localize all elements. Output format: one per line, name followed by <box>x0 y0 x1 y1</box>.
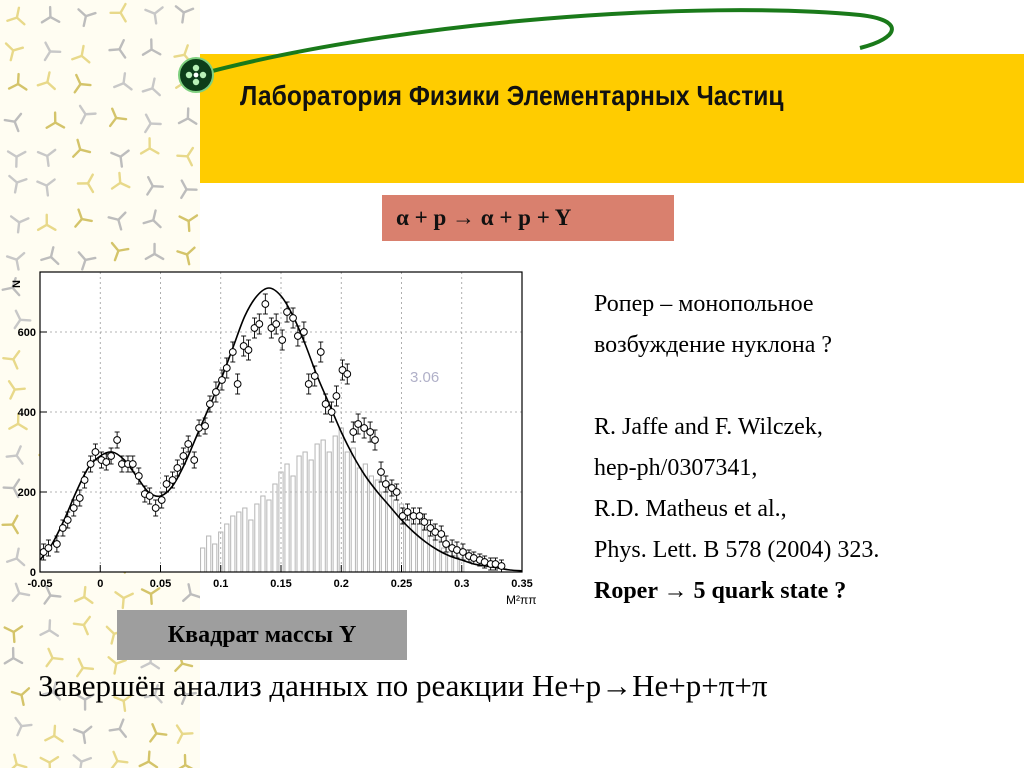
molecule-branch <box>53 658 63 659</box>
data-point <box>185 441 192 448</box>
data-point <box>421 519 428 526</box>
molecule-branch <box>150 733 156 741</box>
molecule-branch <box>49 630 57 635</box>
molecule-branch <box>11 216 19 222</box>
molecule-branch <box>5 628 14 632</box>
x-tick-label: 0.15 <box>270 578 292 590</box>
y-tick-label: 400 <box>17 407 36 419</box>
molecule-branch <box>118 213 125 220</box>
molecule-branch <box>180 217 189 221</box>
x-tick-label: 0 <box>97 578 104 590</box>
x-tick-label: 0.05 <box>149 578 172 590</box>
molecule-branch <box>9 176 17 183</box>
molecule-branch <box>51 247 53 257</box>
molecule-branch <box>182 181 187 190</box>
data-point <box>290 315 297 322</box>
reference-line: R. Jaffe and F. Wilczek, <box>594 414 823 440</box>
reference-line: hep-ph/0307341, <box>594 455 758 481</box>
description-spacer <box>594 366 1019 407</box>
data-point <box>207 401 214 408</box>
molecule-branch <box>187 248 194 255</box>
mass-spectrum-plot <box>0 260 560 610</box>
data-point <box>317 349 324 356</box>
reaction-label: α + p → α + p + Y <box>382 195 674 241</box>
molecule-branch <box>19 218 28 222</box>
molecule-branch <box>149 762 157 768</box>
molecule-branch <box>115 251 118 260</box>
molecule-branch <box>88 183 93 192</box>
description-line: возбуждение нуклона ? <box>594 332 833 358</box>
molecule-branch <box>38 225 47 230</box>
molecule-branch <box>119 173 120 183</box>
molecule-branch <box>47 180 55 186</box>
molecule-branch <box>8 151 17 156</box>
molecule-branch <box>146 254 155 259</box>
data-point <box>322 401 329 408</box>
molecule-branch <box>5 658 14 663</box>
molecule-branch <box>182 733 192 734</box>
molecule-branch <box>83 733 85 743</box>
data-point <box>443 541 450 548</box>
data-point <box>223 365 230 372</box>
plot-annotation: 3.06 <box>410 369 440 386</box>
data-point <box>158 497 165 504</box>
molecule-branch <box>54 726 55 736</box>
data-point <box>262 301 269 308</box>
y-tick-label: 0 <box>29 567 36 579</box>
molecule-branch <box>18 222 19 232</box>
data-point <box>460 549 467 556</box>
molecule-branch <box>142 663 151 667</box>
molecule-branch <box>81 758 90 762</box>
molecule-branch <box>177 251 187 254</box>
molecule-branch <box>14 632 15 642</box>
molecule-branch <box>14 755 16 765</box>
atom-logo-icon <box>179 58 213 92</box>
molecule-branch <box>17 179 26 182</box>
reference-line: Phys. Lett. B 578 (2004) 323. <box>594 537 880 563</box>
plot-grid <box>40 272 522 572</box>
molecule-branch <box>84 617 90 625</box>
molecule-branch <box>79 210 82 219</box>
data-point <box>135 473 142 480</box>
y-tick-label: 200 <box>17 487 36 499</box>
molecule-branch <box>15 122 19 131</box>
molecule-branch <box>17 726 21 735</box>
data-point <box>64 517 71 524</box>
data-point <box>393 489 400 496</box>
y-axis-label: N <box>11 280 23 288</box>
molecule-branch <box>5 120 15 122</box>
data-point <box>87 461 94 468</box>
data-point <box>76 495 83 502</box>
molecule-branch <box>152 724 156 733</box>
x-tick-label: 0.2 <box>333 578 349 590</box>
molecule-branch <box>109 217 119 219</box>
data-point <box>245 347 252 354</box>
molecule-branch <box>150 148 159 153</box>
molecule-branch <box>148 177 153 186</box>
molecule-branch <box>147 186 152 194</box>
molecule-branch <box>121 157 122 167</box>
x-tick-label: -0.05 <box>27 578 53 590</box>
molecule-branch <box>21 725 31 726</box>
data-point <box>378 469 385 476</box>
data-point <box>45 545 52 552</box>
data-point <box>234 381 241 388</box>
data-point <box>152 505 159 512</box>
molecule-branch <box>9 764 16 768</box>
data-point <box>333 393 340 400</box>
data-point <box>191 457 198 464</box>
molecule-branch <box>45 736 54 740</box>
data-point <box>404 509 411 516</box>
molecule-branch <box>111 153 120 157</box>
data-point <box>344 371 351 378</box>
mass-label-box: Квадрат массы Y <box>117 610 407 660</box>
molecule-branch <box>21 688 28 695</box>
molecule-branch <box>41 758 50 763</box>
molecule-branch <box>74 729 83 733</box>
molecule-branch <box>74 624 84 625</box>
description-line: Ропер – монопольное <box>594 291 814 317</box>
molecule-branch <box>110 729 120 730</box>
data-point <box>294 333 301 340</box>
molecule-branch <box>80 150 90 153</box>
molecule-branch <box>12 692 22 695</box>
x-tick-label: 0.25 <box>390 578 413 590</box>
x-tick-label: 0.3 <box>454 578 470 590</box>
molecule-branch <box>79 659 83 668</box>
data-point <box>108 453 115 460</box>
molecule-branch <box>73 150 80 157</box>
molecule-branch <box>47 123 56 128</box>
molecule-branch <box>49 620 50 630</box>
molecule-branch <box>47 658 53 666</box>
molecule-branch <box>47 156 48 166</box>
molecule-branch <box>153 186 163 187</box>
molecule-branch <box>50 757 58 762</box>
molecule-branch <box>17 764 27 767</box>
molecule-branch <box>47 225 56 230</box>
data-point <box>279 337 286 344</box>
data-point <box>81 477 88 484</box>
data-point <box>92 449 99 456</box>
data-point <box>311 373 318 380</box>
data-point <box>213 389 220 396</box>
data-point <box>174 465 181 472</box>
molecule-branch <box>37 182 46 186</box>
data-point <box>300 329 307 336</box>
molecule-branch <box>121 151 129 157</box>
molecule-branch <box>177 156 187 157</box>
molecule-branch <box>79 252 86 260</box>
molecule-branch <box>82 219 92 221</box>
data-point <box>146 493 153 500</box>
data-point <box>229 349 236 356</box>
data-point <box>355 421 362 428</box>
molecule-branch <box>21 695 23 705</box>
molecule-branch <box>54 736 62 742</box>
molecule-branch <box>38 152 47 156</box>
molecule-branch <box>47 150 55 156</box>
x-axis-label: M²ππ <box>506 593 537 607</box>
data-point <box>70 505 77 512</box>
molecule-branch <box>120 183 129 187</box>
molecule-branch <box>112 183 120 189</box>
conclusion-line: Roper → 5 quark state ? <box>594 578 847 604</box>
molecule-branch <box>145 124 150 132</box>
molecule-branch <box>49 649 53 658</box>
page-title: Лаборатория Физики Элементарных Частиц <box>240 80 784 111</box>
molecule-branch <box>117 761 127 762</box>
x-tick-label: 0.1 <box>213 578 229 590</box>
data-point <box>328 409 335 416</box>
data-point <box>53 541 60 548</box>
reference-line: R.D. Matheus et al., <box>594 496 787 522</box>
molecule-branch <box>112 243 118 251</box>
data-point <box>382 481 389 488</box>
data-point <box>273 321 280 328</box>
data-point <box>361 425 368 432</box>
molecule-branch <box>116 660 125 663</box>
molecule-branch <box>155 254 164 259</box>
molecule-branch <box>111 761 117 768</box>
molecule-branch <box>47 186 48 196</box>
molecule-branch <box>14 626 22 632</box>
data-point <box>169 477 176 484</box>
molecule-branch <box>177 726 182 734</box>
data-point <box>256 321 263 328</box>
molecule-branch <box>114 752 118 761</box>
molecule-branch <box>41 630 50 635</box>
molecule-branch <box>84 625 88 634</box>
molecule-branch <box>17 253 25 260</box>
molecule-branch <box>88 175 93 184</box>
molecule-branch <box>187 148 193 156</box>
molecule-branch <box>55 123 64 128</box>
molecule-branch <box>149 752 150 762</box>
molecule-branch <box>144 220 154 223</box>
molecule-branch <box>189 215 197 221</box>
data-point <box>498 563 505 570</box>
molecule-branch <box>120 720 124 729</box>
data-point <box>180 453 187 460</box>
molecule-branch <box>181 189 186 198</box>
data-point <box>284 309 291 316</box>
molecule-branch <box>187 156 191 165</box>
molecule-branch <box>13 658 22 663</box>
data-point <box>114 437 121 444</box>
molecule-branch <box>118 249 128 251</box>
molecule-branch <box>153 220 160 227</box>
molecule-branch <box>140 762 149 766</box>
molecule-branch <box>107 627 114 634</box>
molecule-branch <box>16 718 22 726</box>
molecule-branch <box>15 183 17 193</box>
y-tick-label: 600 <box>17 327 36 339</box>
molecule-branch <box>118 220 121 230</box>
data-point <box>163 481 170 488</box>
molecule-branch <box>120 729 126 737</box>
data-point <box>372 437 379 444</box>
molecule-branch <box>178 734 183 743</box>
description-text <box>594 284 1019 612</box>
molecule-branch <box>153 210 155 220</box>
molecule-branch <box>109 657 117 663</box>
molecule-branch <box>78 140 81 150</box>
data-point <box>202 423 209 430</box>
x-tick-label: 0.35 <box>511 578 533 590</box>
molecule-branch <box>17 152 26 157</box>
molecule-branch <box>75 219 82 227</box>
analysis-summary: Завершён анализ данных по реакции He+p→He+p+π+π <box>38 668 768 703</box>
molecule-branch <box>156 733 166 734</box>
molecule-branch <box>189 221 190 231</box>
molecule-branch <box>74 755 82 761</box>
molecule-branch <box>182 664 192 666</box>
molecule-branch <box>83 727 91 733</box>
data-point <box>305 381 312 388</box>
data-point <box>129 461 136 468</box>
molecule-branch <box>112 634 114 644</box>
molecule-branch <box>141 148 150 153</box>
